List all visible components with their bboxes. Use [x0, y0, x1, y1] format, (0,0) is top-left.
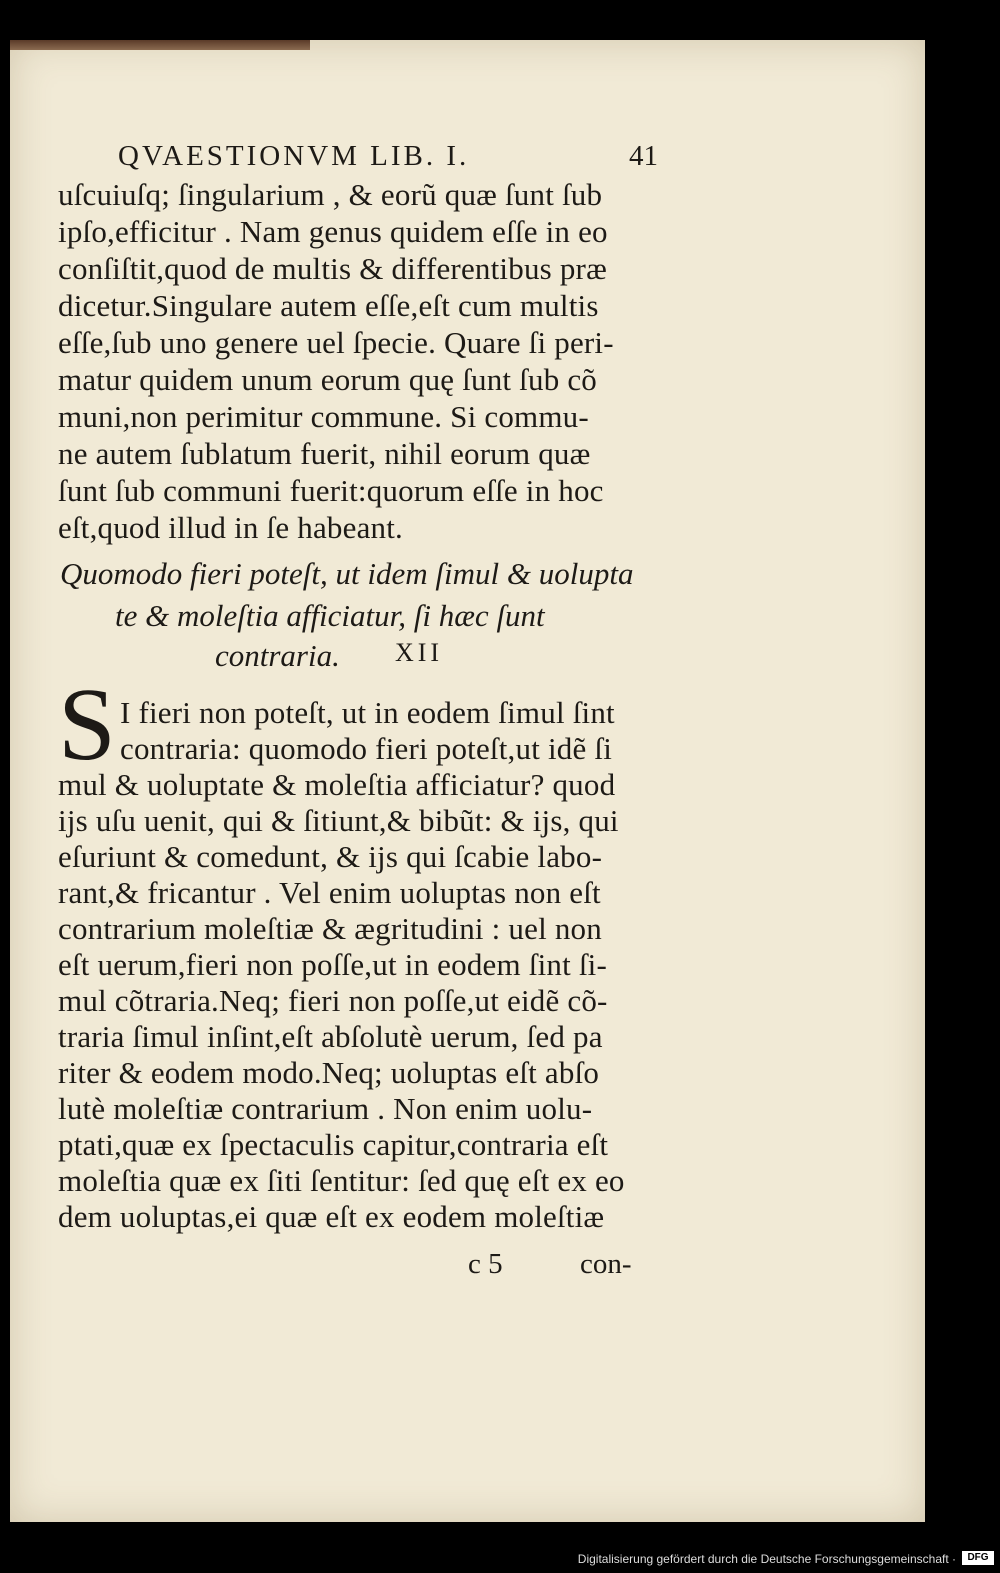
text-line: lutè moleſtiæ contrarium . Non enim uolu- — [58, 1091, 593, 1126]
catchword: con- — [580, 1248, 632, 1280]
page-number: 41 — [629, 140, 658, 172]
section-number: XII — [395, 638, 444, 667]
page-edge — [10, 40, 310, 50]
text-line: eſuriunt & comedunt, & ijs qui ſcabie labo- — [58, 839, 603, 874]
section-heading-line-3: contraria. — [215, 638, 340, 673]
text-line: matur quidem unum eorum quę ſunt ſub cõ — [58, 362, 598, 397]
running-title: QVAESTIONVM LIB. I. — [118, 140, 470, 172]
text-line: riter & eodem modo.Neq; uoluptas eſt abſo — [58, 1055, 600, 1090]
section-heading-line-1: Quomodo fieri poteſt, ut idem ſimul & uolupta — [60, 556, 634, 591]
text-line: ipſo,efficitur . Nam genus quidem eſſe in eo — [58, 214, 608, 249]
text-line: mul & uoluptate & moleſtia afficiatur? quod — [58, 767, 616, 802]
text-line: rant,& fricantur . Vel enim uoluptas non eſt — [58, 875, 601, 910]
text-line: muni,non perimitur commune. Si commu- — [58, 399, 589, 434]
footer-credit: Digitalisierung gefördert durch die Deutsche Forschungsgemeinschaft · — [577, 1552, 956, 1566]
text-line: moleſtia quæ ex ſiti ſentitur: ſed quę eſt ex eo — [58, 1163, 625, 1198]
text-line: I fieri non poteſt, ut in eodem ſimul ſint — [120, 695, 615, 730]
section-heading-line-2: te & moleſtia afficiatur, ſi hæc ſunt — [115, 598, 545, 633]
text-line: contrarium moleſtiæ & ægritudini : uel non — [58, 911, 602, 946]
text-line: eſt,quod illud in ſe habeant. — [58, 510, 403, 545]
text-line: ptati,quæ ex ſpectaculis capitur,contraria eſt — [58, 1127, 609, 1162]
footer-bar — [0, 1545, 1000, 1573]
text-line: uſcuiuſq; ſingularium , & eorũ quæ ſunt ſub — [58, 177, 603, 212]
text-line: dicetur.Singulare autem eſſe,eſt cum multis — [58, 288, 599, 323]
dfg-logo: DFG — [962, 1551, 994, 1565]
text-line: ſunt ſub communi fuerit:quorum eſſe in hoc — [58, 473, 604, 508]
text-line: ne autem ſublatum fuerit, nihil eorum quæ — [58, 436, 591, 471]
text-line: conſiſtit,quod de multis & differentibus præ — [58, 251, 607, 286]
text-line: contraria: quomodo fieri poteſt,ut idẽ ſi — [120, 731, 613, 766]
text-line: dem uoluptas,ei quæ eſt ex eodem moleſtiæ — [58, 1199, 605, 1234]
text-line: mul cõtraria.Neq; fieri non poſſe,ut eidẽ cõ- — [58, 983, 608, 1018]
text-line: ijs uſu uenit, qui & ſitiunt,& bibũt: & ijs, qui — [58, 803, 619, 838]
drop-initial: S — [58, 667, 116, 782]
text-line: traria ſimul inſint,eſt abſolutè uerum, ſed pa — [58, 1019, 603, 1054]
text-line: eſſe,ſub uno genere uel ſpecie. Quare ſi peri- — [58, 325, 614, 360]
signature-mark: c 5 — [468, 1248, 503, 1280]
running-header — [118, 140, 658, 176]
text-line: eſt uerum,fieri non poſſe,ut in eodem ſint ſi- — [58, 947, 607, 982]
